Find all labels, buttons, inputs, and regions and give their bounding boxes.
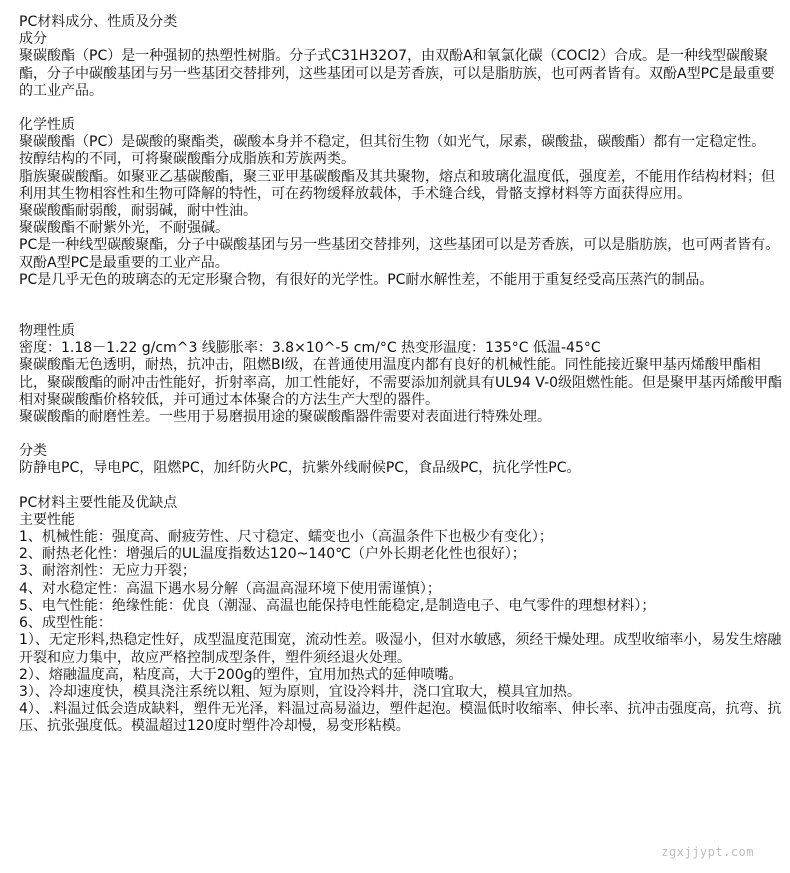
chemical-paragraph-6: PC是一种线型碳酸聚酯，分子中碳酸基团与另一些基团交替排列，这些基团可以是芳香族，可以是脂肪族，也可两者皆有。双酚A型PC是最重要的工业产品。 <box>19 237 780 271</box>
classification-title: 分类 <box>19 443 47 460</box>
molding-item-3: 3）、冷却速度快，模具浇注系统以粗、短为原则，宜设冷料井，浇口宜取大，模具宜加热。 <box>19 683 581 700</box>
site-watermark: zgxjjypt.com <box>661 845 754 859</box>
performance-item-4: 4、对水稳定性：高温下遇水易分解（高温高湿环境下使用需谨慎）； <box>19 580 441 597</box>
spacer <box>19 478 783 495</box>
spacer <box>19 100 783 117</box>
performance-subtitle: 主要性能 <box>19 511 75 528</box>
chemical-paragraph-4: 聚碳酸酯耐弱酸，耐弱碱，耐中性油。 <box>19 203 257 220</box>
classification-paragraph: 防静电PC，导电PC，阻燃PC，加纤防火PC，抗紫外线耐候PC，食品级PC，抗化学性PC。 <box>19 460 581 477</box>
chemical-paragraph-3: 脂族聚碳酸酯。如聚亚乙基碳酸酯，聚三亚甲基碳酸酯及其共聚物，熔点和玻璃化温度低，强度差，不能用作结构材料；但利用其生物相容性和生物可降解的特性，可在药物缓释放载体，手术缝合线，骨骼支撑材料等方面获得应用。 <box>19 168 775 202</box>
physical-paragraph-3: 聚碳酸酯的耐磨性差。一些用于易磨损用途的聚碳酸酯器件需要对表面进行特殊处理。 <box>19 409 551 426</box>
document-body <box>19 14 783 736</box>
physical-paragraph-2: 聚碳酸酯无色透明，耐热，抗冲击，阻燃BI级，在普通使用温度内都有良好的机械性能。同性能接近聚甲基丙烯酸甲酯相比，聚碳酸酯的耐冲击性能好，折射率高，加工性能好，不需要添加剂就具有UL94 V-0级阻燃性能。但是聚甲基丙烯酸甲酯相对聚碳酸酯价格较低，并可通过本体聚合的方法生产大型的器件。 <box>19 357 783 408</box>
page-heading: PC材料成分、性质及分类 <box>19 14 178 30</box>
molding-item-4: 4）、.料温过低会造成缺料，塑件无光泽，料温过高易溢边，塑件起泡。模温低时收缩率、伸长率、抗冲击强度高，抗弯、抗压、抗张强度低。模温超过120度时塑件冷却慢，易变形粘模。 <box>19 701 782 735</box>
composition-title: 成分 <box>19 31 47 48</box>
performance-item-6: 6、成型性能： <box>19 615 112 632</box>
performance-item-2: 2、耐热老化性：增强后的UL温度指数达120~140℃（户外长期老化性也很好）； <box>19 546 526 563</box>
performance-item-1: 1、机械性能：强度高、耐疲劳性、尺寸稳定、蠕变也小（高温条件下也极少有变化）； <box>19 529 553 546</box>
composition-paragraph: 聚碳酸酯（PC）是一种强韧的热塑性树脂。分子式C31H32O7，由双酚A和氧氯化碳（COCl2）合成。是一种线型碳酸聚酯，分子中碳酸基团与另一些基团交替排列，这些基团可以是芳香族，可以是脂肪族，也可两者皆有。双酚A型PC是最重要的工业产品。 <box>19 48 775 99</box>
performance-item-5: 5、电气性能：绝缘性能：优良（潮湿、高温也能保持电性能稳定,是制造电子、电气零件的理想材料）； <box>19 597 656 614</box>
chemical-paragraph-1: 聚碳酸酯（PC）是碳酸的聚酯类，碳酸本身并不稳定，但其衍生物（如光气，尿素，碳酸盐，碳酸酯）都有一定稳定性。 <box>19 134 766 151</box>
chemical-paragraph-7: PC是几乎无色的玻璃态的无定形聚合物，有很好的光学性。PC耐水解性差，不能用于重复经受高压蒸汽的制品。 <box>19 271 714 288</box>
molding-item-2: 2）、熔融温度高，粘度高，大于200g的塑件，宜用加热式的延伸喷嘴。 <box>19 666 463 683</box>
physical-title: 物理性质 <box>19 323 75 340</box>
performance-title: PC材料主要性能及优缺点 <box>19 494 178 511</box>
chemical-title: 化学性质 <box>19 117 75 134</box>
physical-paragraph-1: 密度：1.18－1.22 g/cm^3 线膨胀率：3.8×10^-5 cm/°C 热变形温度：135°C 低温-45°C <box>19 340 601 357</box>
spacer <box>19 426 783 443</box>
spacer <box>19 289 783 323</box>
molding-item-1: 1）、无定形料,热稳定性好，成型温度范围宽，流动性差。吸湿小，但对水敏感，须经干燥处理。成型收缩率小，易发生熔融开裂和应力集中，故应严格控制成型条件，塑件须经退火处理。 <box>19 632 782 666</box>
chemical-paragraph-2: 按醇结构的不同，可将聚碳酸酯分成脂族和芳族两类。 <box>19 151 355 168</box>
performance-item-3: 3、耐溶剂性：无应力开裂； <box>19 563 196 580</box>
chemical-paragraph-5: 聚碳酸酯不耐紫外光，不耐强碱。 <box>19 220 229 237</box>
